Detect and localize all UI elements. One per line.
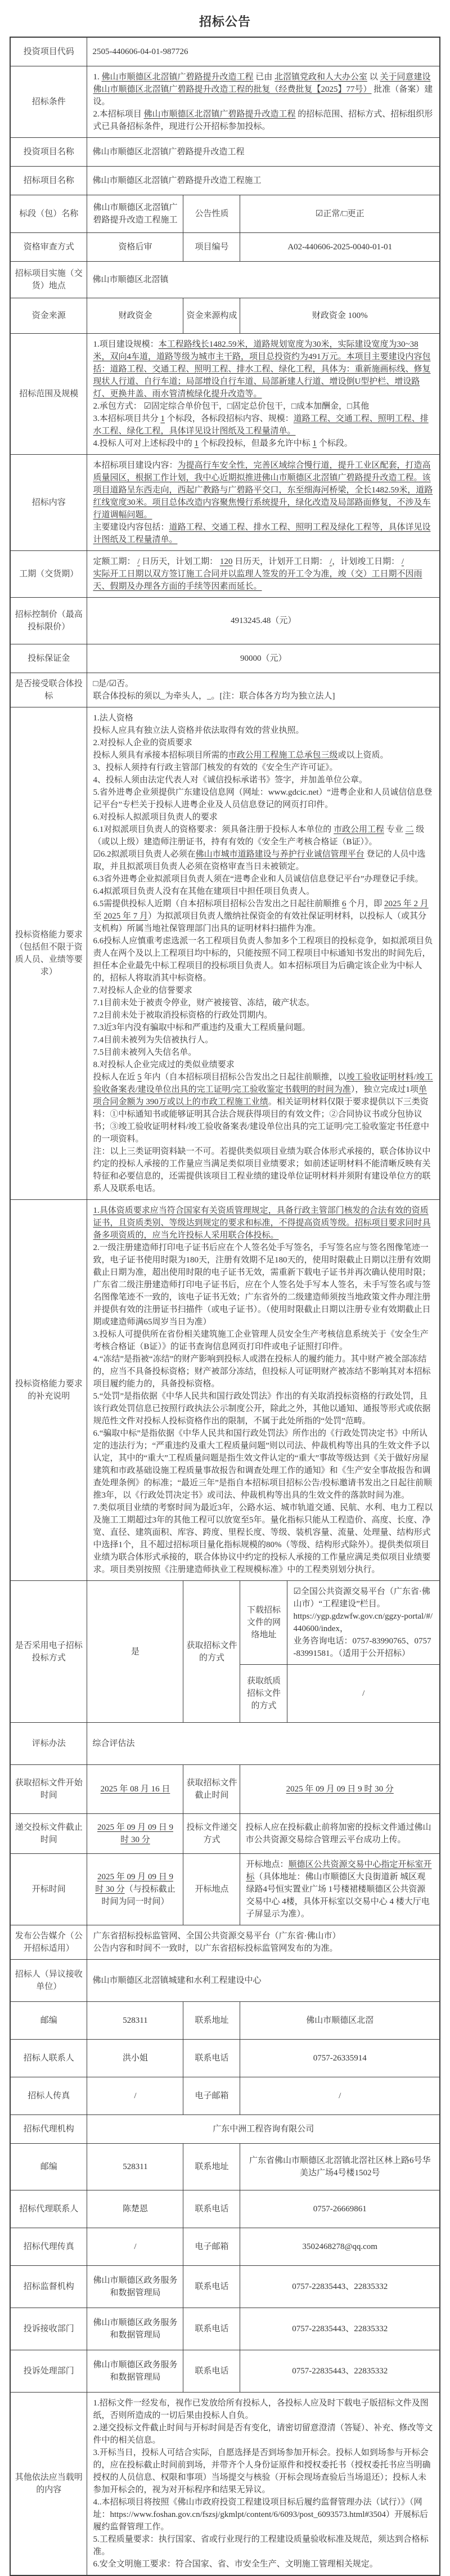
row-tenderer-postcode <box>10 2002 440 2040</box>
row-tenderer-contact <box>10 2040 440 2077</box>
value-qualification-supplement: 1.具体资质要求应当符合国家有关资质管理规定，具备行政主管部门核发的合法有效的资质证书，且资质类别、等级达到规定的要求和标准，不得提高资质等级。招标项目要求同时具备多项资质的，应当允许投标人采用联合体投标。 2.一级注册建造师打印电子证书后应在个人签名处手写签名，手写签名应与签名图像笔迹一致，电子证书使用时限为180天，注册有效期不足180天的，使用时限截止日期以注册有效期截止日期为准，超出使用时限的电子证书无效，需重新下载电子证书并再次确认使用时限；广东省二级注册建造师打印电子证书后，应在个人签名处手写本人签名，未手写签名或与签名图像笔迹不一致的，该电子证书无效；广东省外的二级建造师须按当地政策文件办理注册并提供有效的注册证书扫描件（或电子证书）。（使用时限截止日期以注册专业有效期截止日期或建造师满65周岁当日为准） 3.投标人可提供所在省份相关建筑施工企业管理人员安全生产考核信息系统关于《安全生产考核合格证（B证）》的证书查询信息网页打印件或电子证照打印件。 4.“冻结”是指被“冻结”的财产影响到投标人或潜在投标人的履约能力。其中财产被全部冻结的，应当不具备投标资格；财产被部分冻结，但投标人可证明财产被冻结不影响其对本招标项目履约能力的，具备投标资格。 5.“处罚”是指依据《中华人民共和国行政处罚法》作出的有关取消投标资格的行政处罚，且该行政处罚信息已按照行政执法公示制度公开，除此之外，其他以通知、通报等形式或依据规范性文件对投标人投标资格作出的限制，不属于此处所指的“处罚”范畴。 6.“骗取中标”是指依据《中华人民共和国行政处罚法》所作出的《行政处罚决定书》中所认定的违法行为；“严重违约及重大工程质量问题”则以司法、仲裁机构等出具的生效文件予以认定，其中的“重大”工程质量问题是指生效文件认定的“重大”事故等级达到《关于做好房屋建筑和市政基础设施工程质量事故报告和调查处理工作的通知》和《生产安全事故报告和调查处理条例》的标准；“最近三年”是指自本招标项目招标公告/投标邀请书发出之日起往前顺推3年，以《行政处罚决定书》或司法、仲裁机构等出具的生效文件的落款时间为准。 7.类似项目业绩的考察时间为最近3年，公路水运、城市轨道交通、民航、水利、电力工程以及施工工期超过3年的其他工程可以放宽至5年。量化指标只能从工程造价、高度、长度、净宽、直径、建筑面积、库容、跨度、里程长度、等级、装机容量、流量、处理量、结构形式中选择1个，且不超过招标项目量化指标规模的80%（等级、结构形式除外）。提供类似项目业绩为联合体形式承接的，联合体协议中约定的投标人承接的工作量应满足类似项目业绩要求。项目类别按照《注册建造师执业工程规模标准》中的工程类别划分执行。 <box>87 1200 440 1581</box>
value-project-number: A02-440606-2025-0040-01-01 <box>240 233 440 262</box>
value-document-deadline: 2025 年 09 月 09 日 9 时 30 分 <box>240 1765 440 1814</box>
label-download-url: 下载招标文件的网络地址 <box>240 1581 287 1665</box>
label-qualification-supplement: 投标资格能力要求的补充说明 <box>10 1200 87 1581</box>
row-investment-code <box>10 37 440 66</box>
label-complaint-receiving-phone: 联系电话 <box>183 2308 240 2350</box>
label-section-name: 标段（包）名称 <box>10 195 87 233</box>
label-supervision-phone: 联系电话 <box>183 2266 240 2308</box>
page-title: 招标公告 <box>199 15 251 29</box>
label-tender-conditions: 招标条件 <box>10 66 87 138</box>
value-tenderer: 佛山市顺德区北滘镇城建和水利工程建设中心 <box>87 1960 440 2002</box>
label-investment-code: 投资项目代码 <box>10 37 87 66</box>
value-section-name: 佛山市顺德区北滘镇广碧路提升改造工程施工 <box>87 195 183 233</box>
row-delivery-location <box>10 262 440 298</box>
value-notice-media: 广东省招标投标监管网、全国公共资源交易平台（广东省·佛山市） 公告内容和时间不一致时，以广东省招标投标监管网发布的为准。 <box>87 1925 440 1960</box>
value-consortium: □是/☑否。 联合体投标的须以_为牵头人，_。[注：联合体各方均为独立法人] <box>87 673 440 707</box>
row-other-content <box>10 2393 440 2576</box>
value-agency-address: 广东省佛山市顺德区北滘镇北滘社区林上路6号华美达广场4号楼1502号 <box>240 2144 440 2190</box>
value-document-start-time: 2025 年 08 月 16 日 <box>87 1765 183 1814</box>
label-tenderer-postcode: 邮编 <box>10 2002 87 2040</box>
value-investment-name: 佛山市顺德区北滘镇广碧路提升改造工程 <box>87 138 440 167</box>
value-complaint-receiving-phone: 0757-22835443、22835332 <box>240 2308 440 2350</box>
label-tender-scope: 招标范围及规模 <box>10 334 87 455</box>
value-bidder-qualification: 1.法人资格 投标人应具有独立法人资格并依法取得有效的营业执照。 2.对投标人企业的资质要求 投标人须具有承接本招标项目所需的市政公用工程施工总承包三级或以上资质。 3、投标人须持有行政主管部门核发的有效的《安全生产许可证》。 4、投标人须由法定代表人对《诚信投标承诺书》签字，并加盖单位公章。 5.省外进粤企业须提供广东建设信息网（网址：www.gdcic.net）“进粤企业和人员诚信信息登记平台”专栏关于投标人进粤企业及人员信息登记的网页打印件。 6.对投标人拟派项目负责人的要求 6.1对拟派项目负责人的资格要求：须具备注册于投标人本单位的 市政公用工程 专业 二 级（或以上级）建造师注册证书，持有有效的《安全生产考核合格证（B证）》。 ☑6.2拟派项目负责人必须在佛山市城市道路建设与养护行业诚信管理平台 登记的人员中选取，并且拟派项目负责人必须在资格审查当日未被锁定。 6.3省外进粤企业拟派项目负责人须在“进粤企业和人员诚信信息登记平台”办理登记手续。 6.4拟派项目负责人没有在其他在建项目中担任项目负责人。 6.5需提供投标人近期（自本招标项目招标公告发出之日起往前顺推 6 个月，即 2025 年 2 月至 2025 年 7 月）为拟派项目负责人缴纳社保资金的有效社保证明材料，以投标人（或其分支机构）所属当地社保管理部门出具的证明材料扫描件为准。 6.6投标人应慎重考虑选派一名工程项目负责人参加多个工程项目的投标竞争，如拟派项目负责人在两个及以上工程项目均中标的，只能按照不同工程项目中标通知书发出的时间先后，担任本企业最先中标工程项目的投标项目负责人。如本招标项目为后确定该企业为中标人的，招标人将取消其中标资格。 7.对投标人企业的信誉要求 7.1目前未处于被责令停业，财产被接管、冻结，破产状态。 7.2目前未处于被取消投标资格的行政处罚期内。 7.3近3年内没有骗取中标和严重违约及重大工程质量问题。 7.4目前未被列为失信被执行人。 7.5目前未被列入失信名单。 8.对投标人企业完成过的类似业绩要求 投标人在近 5 年内（自本招标项目招标公告发出之日起往前顺推，以竣工验收证明材料/竣工验收备案表/建设单位出具的完工证明/完工验收鉴定书载明的时间为准），独立完成过1项单项合同金额为 390万或以上的市政工程施工业绩。相关证明材料仅限于要求提供以下三类资料：①中标通知书或能够证明其合法合规获得项目的有效文件；②合同协议书或分包协议书；③竣工验收证明材料/竣工验收备案表/建设单位出具的完工证明/完工验收鉴定书任意中的一项资料。 注：以上三类证明资料缺一不可。若提供类似项目业绩为联合体形式承接的，联合体协议中约定的投标人承接的工作量应当满足类似项目业绩要求；如前述证明材料不能清晰反映有关特征和必要信息的，还需提供该项目工程业绩的建设单位证明材料并须附有建设单位方的联系人及联系电话。 <box>87 707 440 1200</box>
row-evaluation-method <box>10 1723 440 1765</box>
row-complaint-handling <box>10 2350 440 2393</box>
value-tender-content: 本招标项目建设内容：为提高行车安全性，完善区域综合慢行道，提升工业区配套，打造高质量园区，根据工作计划，我中心近期拟推进佛山市顺德区北滘镇广碧路提升改造工程。该项目道路呈东西走向，西起广教路与广碧路平交口，东至细海河桥梁，全长1482.59米，道路红线宽度30米。项目总体改造内容聚焦慢行系统提升，绿化改造及局部路面修复，不涉及车行道调幅问题。 主要建设内容包括：道路工程、交通工程、排水工程、照明工程及绿化工程等，具体详见设计图纸及工程量清单。 <box>87 455 440 551</box>
label-submit-method: 投标文件递交方式 <box>183 1814 240 1854</box>
label-agency-email: 电子邮箱 <box>183 2228 240 2266</box>
value-tenderer-phone: 0757-26335914 <box>240 2040 440 2077</box>
value-supervision-phone: 0757-22835443、22835332 <box>240 2266 440 2308</box>
label-tenderer-fax: 招标人传真 <box>10 2077 87 2115</box>
label-complaint-receiving: 投诉接收部门 <box>10 2308 87 2350</box>
row-supervision-agency <box>10 2266 440 2308</box>
row-agency-contact <box>10 2190 440 2228</box>
label-agency-fax: 招标代理传真 <box>10 2228 87 2266</box>
label-control-price: 招标控制价（最高投标限价） <box>10 598 87 644</box>
row-complaint-receiving <box>10 2308 440 2350</box>
label-investment-name: 投资项目名称 <box>10 138 87 167</box>
value-construction-period: 定额工期： / 日历天，计划工期： 120 日历天，计划开工日期： /，计划竣工日期： / 实际开工日期以双方签订施工合同并以监理人签发的开工令为准，竣（交）工日期不因雨天、假期及办理各方面的手续等因素而延长。 <box>87 551 440 598</box>
row-electronic-bidding <box>10 1581 440 1665</box>
label-complaint-handling: 投诉处理部门 <box>10 2350 87 2393</box>
row-investment-name <box>10 138 440 167</box>
value-tenderer-postcode: 528311 <box>87 2002 183 2040</box>
row-agency-postcode <box>10 2144 440 2190</box>
row-agency <box>10 2115 440 2144</box>
value-tender-project-name: 佛山市顺德区北滘镇广碧路提升改造工程施工 <box>87 167 440 195</box>
label-tenderer-contact: 招标人联系人 <box>10 2040 87 2077</box>
row-tenderer-fax <box>10 2077 440 2115</box>
label-other-content: 其他依法应当载明的内容 <box>10 2393 87 2576</box>
row-notice-media <box>10 1925 440 1960</box>
row-agency-fax <box>10 2228 440 2266</box>
label-opening-place: 开标地点 <box>183 1854 240 1925</box>
label-delivery-location: 招标项目实施（交货）地点 <box>10 262 87 298</box>
value-complaint-handling-phone: 0757-22835443、22835332 <box>240 2350 440 2393</box>
row-control-price <box>10 598 440 644</box>
label-tender-project-name: 招标项目名称 <box>10 167 87 195</box>
label-document-obtain-method: 获取招标文件的方式 <box>183 1581 240 1723</box>
row-bid-bond <box>10 644 440 673</box>
value-tenderer-contact: 洪小姐 <box>87 2040 183 2077</box>
value-fund-source: 财政资金 <box>87 298 183 334</box>
label-tenderer-phone: 联系电话 <box>183 2040 240 2077</box>
label-agency-postcode: 邮编 <box>10 2144 87 2190</box>
label-tenderer: 招标人（异议接收单位） <box>10 1960 87 2002</box>
value-download-url[interactable]: ☑全国公共资源交易平台（广东省·佛山市）“工程建设”栏目。 https://ygp.gdzwfw.gov.cn/ggzy-portal/#/440600/index， 业务咨询电话：0757-83990765、0757-83991581。（适用于公开招标） <box>287 1581 440 1665</box>
value-agency-fax: / <box>87 2228 183 2266</box>
value-evaluation-method: 综合评估法 <box>87 1723 440 1765</box>
value-agency-contact: 陈楚恩 <box>87 2190 183 2228</box>
value-submit-deadline: 2025 年 09 月 09 日 9 时 30 分 <box>87 1814 183 1854</box>
label-qualification-method: 资格审查方式 <box>10 233 87 262</box>
row-document-time <box>10 1765 440 1814</box>
label-project-number: 项目编号 <box>183 233 240 262</box>
label-evaluation-method: 评标办法 <box>10 1723 87 1765</box>
row-construction-period <box>10 551 440 598</box>
row-fund-source <box>10 298 440 334</box>
label-paper-document: 获取纸质招标文件的方式 <box>240 1665 287 1723</box>
row-qualification-method <box>10 233 440 262</box>
value-opening-time: 2025 年 09 月 09 日 9 时 30 分（与投标截止时间为同一时间） <box>87 1854 183 1925</box>
value-fund-composition: 财政资金 100% <box>240 298 440 334</box>
label-document-start-time: 获取招标文件开始时间 <box>10 1765 87 1814</box>
value-supervision-agency: 佛山市顺德区政务服务和数据管理局 <box>87 2266 183 2308</box>
row-section-name <box>10 195 440 233</box>
label-bidder-qualification: 投标资格能力要求（包括但不限于资质人员、业绩等要求） <box>10 707 87 1200</box>
value-agency-phone: 0757-26669861 <box>240 2190 440 2228</box>
value-control-price: 4913245.48（元） <box>87 598 440 644</box>
row-tender-content <box>10 455 440 551</box>
label-agency-address: 联系地址 <box>183 2144 240 2190</box>
value-qualification-method: 资格后审 <box>87 233 183 262</box>
row-qualification-supplement <box>10 1200 440 1581</box>
value-agency-postcode: 528311 <box>87 2144 183 2190</box>
value-opening-place: 开标地点：顺德区公共资源交易中心指定开标室开标（具体地址：佛山市顺德区大良街道新 城区观绿路4号恒实置业广场 1号楼裙楼顺德区公共资源交易中心 4楼，具体开标室以交易中心 4 楼大厅电子屏显示为准）。 <box>240 1854 440 1925</box>
value-bid-bond: 90000（元） <box>87 644 440 673</box>
row-tender-conditions <box>10 66 440 138</box>
label-consortium: 是否接受联合体投标 <box>10 673 87 707</box>
value-agency: 广东中洲工程咨询有限公司 <box>87 2115 440 2144</box>
label-opening-time: 开标时间 <box>10 1854 87 1925</box>
label-agency-phone: 联系电话 <box>183 2190 240 2228</box>
label-fund-source: 资金来源 <box>10 298 87 334</box>
value-tenderer-email: / <box>240 2077 440 2115</box>
value-tenderer-fax: / <box>87 2077 183 2115</box>
value-submit-method: 投标人应在投标截止前将加密的投标文件通过佛山市公共资源交易综合管理云平台成功上传。 <box>240 1814 440 1854</box>
label-complaint-handling-phone: 联系电话 <box>183 2350 240 2393</box>
row-submit-deadline <box>10 1814 440 1854</box>
row-tender-scope <box>10 334 440 455</box>
label-tenderer-address: 联系地址 <box>183 2002 240 2040</box>
value-agency-email: 3502468278@qq.com <box>240 2228 440 2266</box>
label-submit-deadline: 递交投标文件截止时间 <box>10 1814 87 1854</box>
value-investment-code: 2505-440606-04-01-987726 <box>87 37 440 66</box>
value-electronic-bidding: 是 <box>87 1581 183 1723</box>
value-notice-nature: ☑正常/□更正 <box>240 195 440 233</box>
label-agency-contact: 招标代理联系人 <box>10 2190 87 2228</box>
label-agency: 招标代理机构 <box>10 2115 87 2144</box>
label-supervision-agency: 招标监督机构 <box>10 2266 87 2308</box>
value-paper-document: / <box>287 1665 440 1723</box>
value-tender-conditions: 1. 佛山市顺德区北滘镇广碧路提升改造工程 已由 北滘镇党政和人大办公室 以 关于同意建设佛山市顺德区北滘镇广碧路提升改造工程的批复（经费批复【2025】77号） 批准（备案）建设。 2.本招标项目 佛山市顺德区北滘镇广碧路提升改造工程 的招标范围、招标方式、招标组织形式已具备招标条件，现进行公开招标参加投标。 <box>87 66 440 138</box>
row-tender-project-name <box>10 167 440 195</box>
label-fund-composition: 资金来源构成 <box>183 298 240 334</box>
value-tender-scope: 1.项目建设规模：本工程路线长1482.59米，道路规划宽度为30米，实际建设宽度为30~38米，双向4车道，道路等级为城市主干路，项目总投资约为491万元。本项目主要建设内容包括：道路工程、交通工程、照明工程、排水工程、绿化工程，具体为：重新施画标线、修复现状人行道、自行车道；局部增设自行车道、局部新建人行道、增设倒U型护栏、增设路灯、更换井盖、雨水管清梳绿化提升改造等。 2.承包方式： ☑固定综合单价包干，□固定总价包干，□成本加酬金，□其他 3.本招标项目共分 1 个标段，各标段招标内容、规模：道路工程、交通工程、照明工程、排水工程、绿化工程，具体详见设计图纸及工程量清单。 4.投标人可对上述标段中的 1 个标段投标，但最多允许中标 1 个标段。 <box>87 334 440 455</box>
value-complaint-receiving: 佛山市顺德区政务服务和数据管理局 <box>87 2308 183 2350</box>
value-other-content: 1.招标文件一经发布，视作已发放给所有投标人，各投标人应及时下载电子版招标文件及图纸，否则所造成的一切后果由投标人自负。 2.递交投标文件截止时间与开标时间是否有变化，请密切留意澄清（答疑）、补充、修改等文件中的相关信息。 3.开标当日，投标人可结合实际，自愿选择是否到场参加开标会。投标人如到场参与开标会的，应在投标截止时间前到场，并带齐个人身份证原件和授权委托书（授权委托书应当明确授权的人员信息、权限和事项）当场提交与核验（开标会现场查验后当场退还）；投标人未参加开标会的，视为对开标程序和结果无异议。 4..本招标项目将按照《佛山市政府投资工程建设项目标后履约监督管理办法（试行）》（网址：https://www.foshan.gov.cn/fszsj/gkmlpt/content/6/6093/post_6093573.html#3504）开展标后履约监督管理工作。 5.工程质量要求：执行国家、省或行业现行的工程建设质量验收标准及规范，须达到合格标准。 6.安全文明施工要求：符合国家、省、市安全生产、文明施工管理相关规定。 <box>87 2393 440 2576</box>
label-notice-media: 发布公告媒介（公开招标适用） <box>10 1925 87 1960</box>
value-complaint-handling: 佛山市顺德区政务服务和数据管理局 <box>87 2350 183 2393</box>
tender-notice-table <box>10 37 440 2576</box>
label-tenderer-email: 电子邮箱 <box>183 2077 240 2115</box>
label-construction-period: 工期（交货期） <box>10 551 87 598</box>
row-bidder-qualification <box>10 707 440 1200</box>
label-bid-bond: 投标保证金 <box>10 644 87 673</box>
row-bid-opening <box>10 1854 440 1925</box>
row-consortium <box>10 673 440 707</box>
label-tender-content: 招标内容 <box>10 455 87 551</box>
value-delivery-location: 佛山市顺德区北滘镇 <box>87 262 440 298</box>
value-tenderer-address: 佛山市顺德区北滘 <box>240 2002 440 2040</box>
row-tenderer <box>10 1960 440 2002</box>
label-notice-nature: 公告性质 <box>183 195 240 233</box>
label-document-deadline: 获取招标文件截止时间 <box>183 1765 240 1814</box>
label-electronic-bidding: 是否采用电子招标投标方式 <box>10 1581 87 1723</box>
